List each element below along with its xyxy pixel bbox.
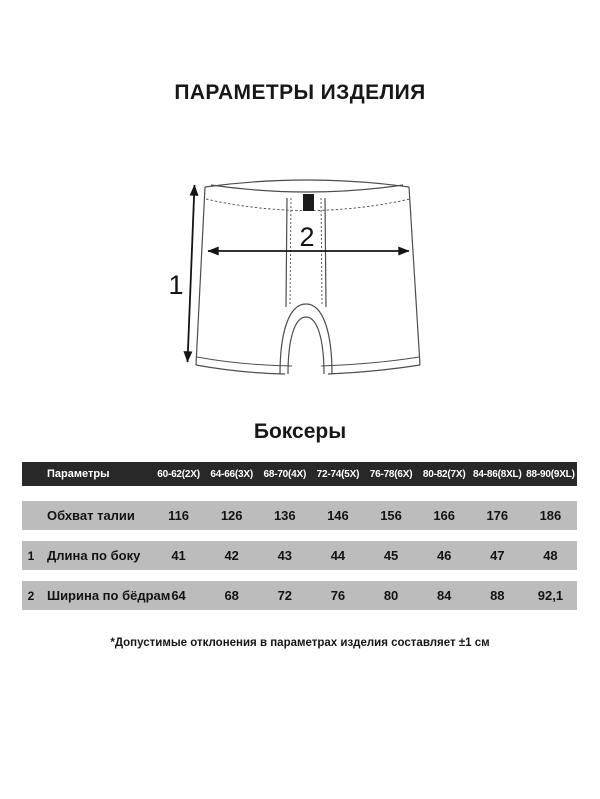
left-hem-stitch <box>197 357 292 366</box>
page-title: ПАРАМЕТРЫ ИЗДЕЛИЯ <box>174 81 426 104</box>
left-side-seam <box>196 187 205 365</box>
tolerance-footnote: *Допустимые отклонения в параметрах изделия составляет ±1 см <box>110 637 490 649</box>
size-table <box>22 462 577 621</box>
header-size-cell: 80-82(7X) <box>422 468 466 480</box>
length-dimension-arrow <box>188 185 195 362</box>
row-value: 146 <box>327 508 349 523</box>
row-label: Длина по боку <box>47 548 141 563</box>
header-params-label: Параметры <box>47 468 110 480</box>
row-label: Ширина по бёдрам <box>47 588 171 603</box>
row-value: 45 <box>383 548 399 563</box>
row-value: 80 <box>383 588 399 603</box>
boxers-sketch <box>150 150 450 390</box>
header-size-cell: 84-86(8XL) <box>473 468 522 480</box>
row-value: 166 <box>433 508 456 523</box>
header-size-cell: 88-90(9XL) <box>526 468 575 480</box>
table-row-hip-width <box>22 581 577 610</box>
row-value: 42 <box>224 548 239 563</box>
header-size-cell: 72-74(5X) <box>316 468 360 480</box>
dimension-arrows <box>188 185 410 362</box>
row-value: 46 <box>436 548 452 563</box>
row-value: 41 <box>171 548 186 563</box>
row-value: 76 <box>330 588 346 603</box>
row-value: 116 <box>168 508 190 523</box>
waistband-inner-rim <box>211 185 403 192</box>
row-value: 43 <box>277 548 293 563</box>
table-row-waist <box>22 501 577 530</box>
boxers-diagram <box>150 150 450 390</box>
length-marker-label: 1 <box>168 270 184 300</box>
row-value: 47 <box>490 548 505 563</box>
center-panel-left-stitch <box>290 198 291 306</box>
width-marker-label: 2 <box>299 222 315 252</box>
row-value: 84 <box>436 588 452 603</box>
row-value: 156 <box>380 508 402 523</box>
row-value: 88 <box>490 588 505 603</box>
header-size-cell: 76-78(6X) <box>369 468 413 480</box>
leg-opening-inner-arch <box>288 317 324 374</box>
row-value: 126 <box>220 508 243 523</box>
row-value: 72 <box>277 588 293 603</box>
row-value: 136 <box>273 508 296 523</box>
right-side-seam <box>409 187 420 365</box>
row-value: 64 <box>171 588 186 603</box>
row-value: 176 <box>486 508 509 523</box>
header-size-cell: 60-62(2X) <box>157 468 200 480</box>
header-size-cell: 68-70(4X) <box>263 468 307 480</box>
header-size-cell: 64-66(3X) <box>210 468 254 480</box>
row-label: Обхват талии <box>47 508 135 523</box>
waistband-top-edge <box>205 180 409 187</box>
row-value: 92,1 <box>537 588 564 603</box>
center-panel-right-seam <box>325 198 326 307</box>
row-value: 48 <box>543 548 558 563</box>
product-name: Боксеры <box>253 420 347 443</box>
row-value: 44 <box>330 548 346 563</box>
row-number: 1 <box>27 548 35 563</box>
size-table-header-row <box>22 462 577 486</box>
row-value: 186 <box>539 508 562 523</box>
row-value: 68 <box>224 588 239 603</box>
right-hem-stitch <box>321 357 419 366</box>
left-leg-hem <box>196 365 285 374</box>
row-number: 2 <box>27 588 35 603</box>
waistband-tag <box>303 194 314 211</box>
center-panel-left-seam <box>286 198 287 307</box>
table-row-side-length <box>22 541 577 570</box>
right-leg-hem <box>328 365 420 374</box>
center-panel-right-stitch <box>321 198 322 306</box>
